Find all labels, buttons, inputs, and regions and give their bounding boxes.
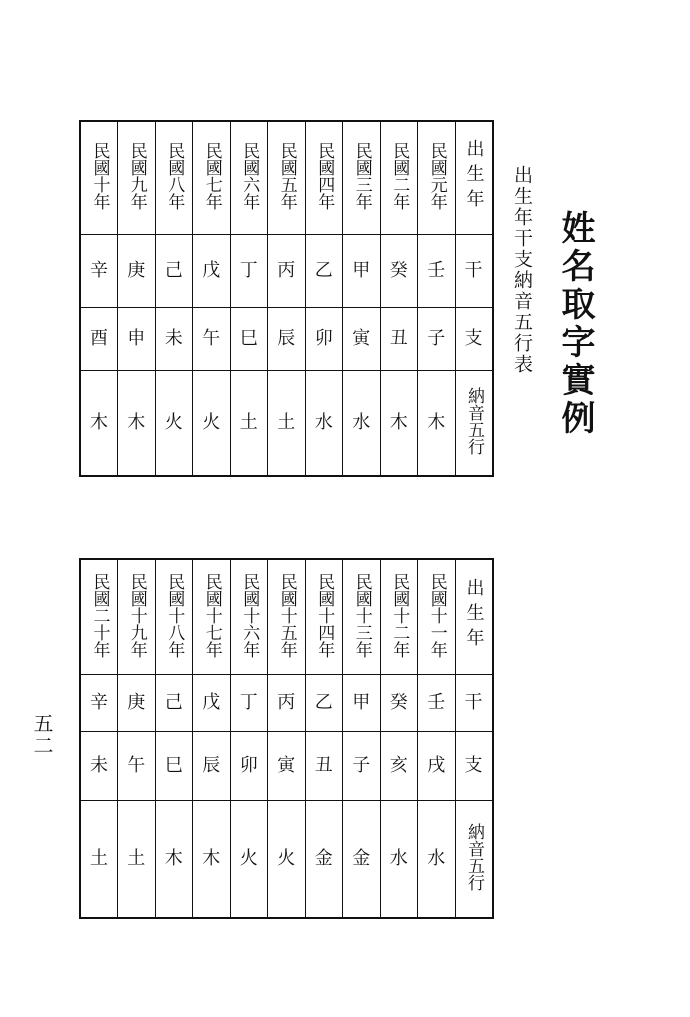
- table-row: [80, 121, 493, 235]
- year-cell: 民國元年: [418, 121, 456, 235]
- year-cell: 民國六年: [230, 121, 268, 235]
- table-row: [80, 308, 493, 371]
- zhi-cell: 未: [155, 308, 193, 371]
- zhi-cell: 申: [118, 308, 156, 371]
- table-row: [80, 559, 493, 675]
- header-cell-year: 出生年: [455, 559, 493, 675]
- year-cell: 民國十年: [80, 121, 118, 235]
- zhi-cell: 辰: [193, 732, 231, 801]
- zhi-cell: 辰: [268, 308, 306, 371]
- zhi-cell: 未: [80, 732, 118, 801]
- year-cell: 民國十三年: [343, 559, 381, 675]
- nayin-cell: 火: [155, 371, 193, 477]
- zhi-cell: 酉: [80, 308, 118, 371]
- table-row: [80, 371, 493, 477]
- nayin-cell: 木: [155, 801, 193, 919]
- zhi-cell: 丑: [380, 308, 418, 371]
- zhi-cell: 子: [343, 732, 381, 801]
- nayin-cell: 水: [380, 801, 418, 919]
- nayin-cell: 水: [343, 371, 381, 477]
- zhi-cell: 子: [418, 308, 456, 371]
- table-row: [80, 732, 493, 801]
- nayin-cell: 木: [193, 801, 231, 919]
- gan-cell: 癸: [380, 235, 418, 308]
- zhi-cell: 亥: [380, 732, 418, 801]
- table-row: [80, 235, 493, 308]
- zhi-cell: 午: [193, 308, 231, 371]
- header-cell-nayin: 納音五行: [455, 371, 493, 477]
- year-cell: 民國十一年: [418, 559, 456, 675]
- nayin-cell: 木: [118, 371, 156, 477]
- ganzhi-table-lower: [79, 558, 494, 919]
- page-number: 五二: [30, 713, 54, 757]
- year-cell: 民國十八年: [155, 559, 193, 675]
- year-cell: 民國十五年: [268, 559, 306, 675]
- book-title: 姓名取字實例: [555, 210, 595, 438]
- year-cell: 民國四年: [305, 121, 343, 235]
- zhi-cell: 卯: [305, 308, 343, 371]
- gan-cell: 丁: [230, 675, 268, 732]
- nayin-cell: 土: [118, 801, 156, 919]
- nayin-cell: 土: [80, 801, 118, 919]
- year-cell: 民國二年: [380, 121, 418, 235]
- gan-cell: 庚: [118, 675, 156, 732]
- header-cell-gan: 干: [455, 235, 493, 308]
- gan-cell: 乙: [305, 675, 343, 732]
- header-cell-gan: 干: [455, 675, 493, 732]
- gan-cell: 辛: [80, 235, 118, 308]
- gan-cell: 戊: [193, 675, 231, 732]
- table-title: 出生年干支納音五行表: [511, 165, 533, 375]
- zhi-cell: 卯: [230, 732, 268, 801]
- nayin-cell: 水: [305, 371, 343, 477]
- header-cell-year: 出生年: [455, 121, 493, 235]
- year-cell: 民國九年: [118, 121, 156, 235]
- gan-cell: 甲: [343, 675, 381, 732]
- nayin-cell: 火: [193, 371, 231, 477]
- nayin-cell: 木: [80, 371, 118, 477]
- gan-cell: 丁: [230, 235, 268, 308]
- zhi-cell: 午: [118, 732, 156, 801]
- zhi-cell: 寅: [268, 732, 306, 801]
- gan-cell: 甲: [343, 235, 381, 308]
- year-cell: 民國十九年: [118, 559, 156, 675]
- nayin-cell: 木: [418, 371, 456, 477]
- gan-cell: 辛: [80, 675, 118, 732]
- year-cell: 民國十六年: [230, 559, 268, 675]
- gan-cell: 丙: [268, 235, 306, 308]
- gan-cell: 己: [155, 235, 193, 308]
- gan-cell: 戊: [193, 235, 231, 308]
- nayin-cell: 火: [230, 801, 268, 919]
- zhi-cell: 巳: [230, 308, 268, 371]
- nayin-cell: 金: [305, 801, 343, 919]
- year-cell: 民國十四年: [305, 559, 343, 675]
- gan-cell: 壬: [418, 235, 456, 308]
- header-cell-zhi: 支: [455, 308, 493, 371]
- gan-cell: 壬: [418, 675, 456, 732]
- zhi-cell: 戌: [418, 732, 456, 801]
- zhi-cell: 寅: [343, 308, 381, 371]
- table-row: [80, 675, 493, 732]
- year-cell: 民國五年: [268, 121, 306, 235]
- zhi-cell: 巳: [155, 732, 193, 801]
- header-cell-nayin: 納音五行: [455, 801, 493, 919]
- nayin-cell: 水: [418, 801, 456, 919]
- zhi-cell: 丑: [305, 732, 343, 801]
- year-cell: 民國七年: [193, 121, 231, 235]
- nayin-cell: 金: [343, 801, 381, 919]
- nayin-cell: 土: [268, 371, 306, 477]
- year-cell: 民國十七年: [193, 559, 231, 675]
- year-cell: 民國二十年: [80, 559, 118, 675]
- nayin-cell: 火: [268, 801, 306, 919]
- gan-cell: 己: [155, 675, 193, 732]
- year-cell: 民國八年: [155, 121, 193, 235]
- year-cell: 民國三年: [343, 121, 381, 235]
- nayin-cell: 土: [230, 371, 268, 477]
- table-row: [80, 801, 493, 919]
- nayin-cell: 木: [380, 371, 418, 477]
- gan-cell: 丙: [268, 675, 306, 732]
- gan-cell: 庚: [118, 235, 156, 308]
- year-cell: 民國十二年: [380, 559, 418, 675]
- gan-cell: 乙: [305, 235, 343, 308]
- gan-cell: 癸: [380, 675, 418, 732]
- header-cell-zhi: 支: [455, 732, 493, 801]
- ganzhi-table-upper: [79, 120, 494, 477]
